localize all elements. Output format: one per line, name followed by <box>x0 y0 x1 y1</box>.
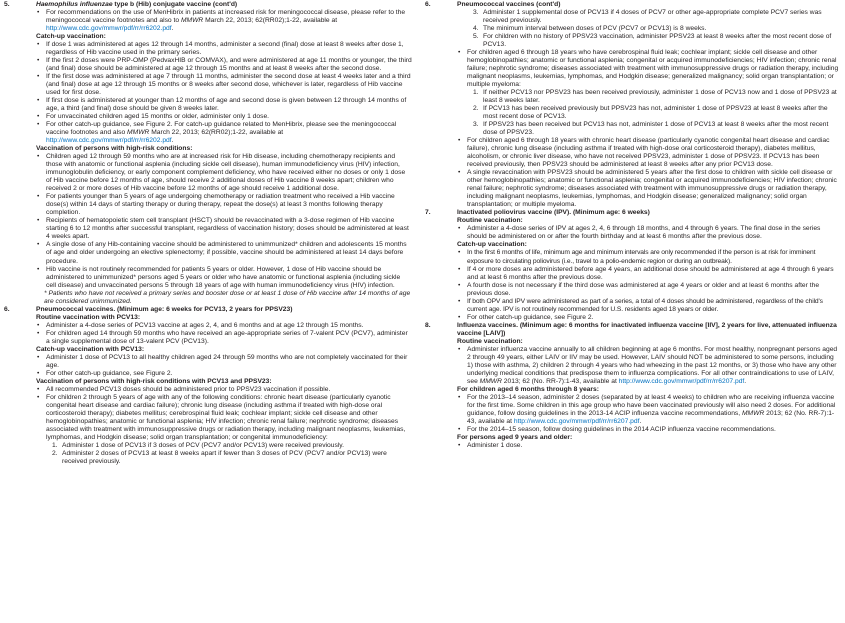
list-item: • For unvaccinated children aged 15 months or older, administer only 1 dose. <box>36 113 412 121</box>
section-number: 7. <box>425 209 431 217</box>
subheading-catchup: Catch-up vaccination with PCV13: <box>36 345 145 353</box>
subheading-older: For persons aged 9 years and older: <box>457 433 573 441</box>
list-item: • For the 2014–15 season, follow dosing guidelines in the 2014 ACIP influenza vaccine recommendations. <box>457 426 839 434</box>
list-item: • For children aged 14 through 59 months who have received an age-appropriate series of 7-valent PCV (PCV7), administer a single supplemental dose of 13-valent PCV (PCV13). <box>36 330 412 346</box>
list-item: • Hib vaccine is not routinely recommended for patients 5 years or older. However, 1 dose of Hib vaccine should be administered to unimmunized* persons aged 5 years or older who have anatomic or functional asplenia (including sickle cell disease) and unvaccinated persons 5 through 18 years of age with human immunodeficiency virus (HIV) infection. <box>36 266 412 290</box>
subheading-high-risk: Vaccination of persons with high-risk conditions: <box>36 145 193 153</box>
list-item: • A fourth dose is not necessary if the third dose was administered at age 4 years or older and at least 6 months after the previous dose. <box>457 282 839 298</box>
numbered-item: 5. For children with no history of PPSV23 vaccination, administer PPSV23 at least 8 weeks after the most recent dose of PCV13. <box>473 33 832 49</box>
section-number: 6. <box>4 305 10 313</box>
list-item: • For the 2013–14 season, administer 2 doses (separated by at least 4 weeks) to children who are receiving influenza vaccine for the first time. Some children in this age group who have been vaccinated previously will also need 2 doses. For additional guidance, follow dosing guidelines in the 2013-14 ACIP influenza vaccine recommendations, MMWR 2013; 62 (No. RR-7):1-43, available at http://www.cdc.gov/mmwr/pdf/rr/rr6207.pdf. <box>457 394 839 426</box>
subheading-routine: Routine vaccination: <box>457 217 523 225</box>
list-item: • A single revaccination with PPSV23 should be administered 5 years after the first dose to children with sickle cell disease or other hemoglobinopathies; anatomic or functional asplenia; congenital or acquired immunodeficiencies; HIV infection; chronic renal failure; nephrotic syndrome; diseases associated with treatment with immunosuppressive drugs or radiation therapy, including malignant neoplasms, leukemias, lymphomas, and Hodgkin disease; generalized malignancy; solid organ transplantation; or multiple myeloma. <box>457 169 839 209</box>
list-item: • For other catch-up guidance, see Figure 2. For catch-up guidance related to MenHibrix, please see the meningococcal vaccine footnotes and also MMWR March 22, 2013; 62(RR02);1-22, available at http://www.cdc.gov/mmwr/pdf/rr/rr6202.pdf. <box>36 121 412 145</box>
section-ipv <box>425 209 839 321</box>
list-item: • In the first 6 months of life, minimum age and minimum intervals are only recommended if the person is at risk for imminent exposure to circulating poliovirus (i.e., travel to a polio-endemic region or during an outbreak). <box>457 249 839 265</box>
list-item: • If dose 1 was administered at ages 12 through 14 months, administer a second (final) dose at least 8 weeks after dose 1, regardless of Hib vaccine used in the primary series. <box>36 41 412 57</box>
list-item: • If first dose is administered at younger than 12 months of age and second dose is given between 12 through 14 months of age, a third (and final) dose should be given 8 weeks later. <box>36 97 412 113</box>
list-item: • If 4 or more doses are administered before age 4 years, an additional dose should be administered at age 4 through 6 years and at least 6 months after the previous dose. <box>457 266 839 282</box>
list-item: • Recipients of hematopoietic stem cell transplant (HSCT) should be revaccinated with a 3-dose regimen of Hib vaccine starting 6 to 12 months after successful transplant, regardless of vaccination history; doses should be administered at least 4 weeks apart. <box>36 217 412 241</box>
list-item: • For other catch-up guidance, see Figure 2. <box>36 370 412 378</box>
section-number: 6. <box>425 1 431 8</box>
numbered-item: 2. Administer 2 doses of PCV13 at least 8 weeks apart if fewer than 3 doses of PCV (PCV7 and/or PCV13) were received previously. <box>52 449 387 465</box>
list-item: • A single dose of any Hib-containing vaccine should be administered to unimmunized* children and adolescents 15 months of age and older undergoing an elective splenectomy; if possible, vaccine should be administered at least 14 days before procedure. <box>36 241 412 265</box>
right-column <box>425 1 839 450</box>
section-pneumococcal-contd <box>425 1 839 209</box>
numbered-item: 1. Administer 1 dose of PCV13 if 3 doses of PCV (PCV7 and/or PCV13) were received previously. <box>52 441 344 449</box>
left-column <box>4 1 412 466</box>
list-item: • Administer 1 dose. <box>457 442 839 450</box>
subheading-high-risk: Vaccination of persons with high-risk conditions with PCV13 and PPSV23: <box>36 377 272 385</box>
section-hib-contd <box>4 1 412 306</box>
list-item: • For children aged 6 through 18 years with chronic heart disease (particularly cyanotic congenital heart disease and cardiac failure), chronic lung disease (including asthma if treated with high-dose oral corticosteroid therapy), diabetes mellitus, alcoholism, or chronic liver disease, who have not received PPSV23, administer 1 dose of PPSV23. If PCV13 has been received previously, then PPSV23 should be administered at least 8 weeks after any prior PCV13 dose. <box>457 137 839 169</box>
section-title: Pneumococcal vaccines. (Minimum age: 6 weeks for PCV13, 2 years for PPSV23) <box>36 305 293 313</box>
list-item: • If the first dose was administered at age 7 through 11 months, administer the second dose at least 4 weeks later and a third (and final) dose at age 12 through 15 months or 8 weeks after second dose, whichever is later, regardless of Hib vaccine used for first dose. <box>36 73 412 97</box>
section-title: Influenza vaccines. (Minimum age: 6 months for inactivated influenza vaccine [IIV], 2 years for live, attenuated influenza vaccine [LAIV]) <box>457 321 837 337</box>
section-number: 5. <box>4 1 10 8</box>
list-item: • Administer 1 dose of PCV13 to all healthy children aged 24 through 59 months who are not completely vaccinated for their age. <box>36 354 412 370</box>
list-item: • Administer a 4-dose series of IPV at ages 2, 4, 6 through 18 months, and 4 through 6 years. The final dose in the series should be administered on or after the fourth birthday and at least 6 months after the previous dose. <box>457 225 839 241</box>
subheading-catchup: Catch-up vaccination: <box>457 241 527 249</box>
list-item: • For children aged 6 through 18 years who have cerebrospinal fluid leak; cochlear implant; sickle cell disease and other hemoglobinopathies; anatomic or functional asplenia; congenital or acquired immunodeficiencies; HIV infection; chronic renal failure; nephrotic syndrome; diseases associated with treatment with immunosuppressive drugs or radiation therapy, including malignant neoplasms, leukemias, lymphomas, and Hodgkin disease; generalized malignancy; solid organ transplantation; or multiple myeloma: <box>457 49 839 89</box>
footnote-unimmunized: * Patients who have not received a primary series and booster dose or at least 1 dose of Hib vaccine after 14 months of age are considered unimmunized. <box>44 289 411 305</box>
subheading-children: For children aged 6 months through 8 years: <box>457 385 599 393</box>
link-rr6202[interactable]: http://www.cdc.gov/mmwr/pdf/rr/rr6202.pdf <box>46 137 172 145</box>
numbered-item: 2. If PCV13 has been received previously but PPSV23 has not, administer 1 dose of PPSV23 at least 8 weeks after the most recent dose of PCV13. <box>473 105 828 121</box>
numbered-item: 4. The minimum interval between doses of PCV (PCV7 or PCV13) is 8 weeks. <box>473 25 707 33</box>
numbered-item: 3. If PPSV23 has been received but PCV13 has not, administer 1 dose of PCV13 at least 8 weeks after the most recent dose of PPSV23. <box>473 121 829 137</box>
list-item: • Children aged 12 through 59 months who are at increased risk for Hib disease, including chemotherapy recipients and those with anatomic or functional asplenia (including sickle cell disease), human immunodeficiency virus (HIV) infection, immunoglobulin deficiency, or early component complement deficiency, who have received either no doses or only 1 dose of Hib vaccine before 12 months of age, should receive 2 additional doses of Hib vaccine 8 weeks apart; children who received 2 or more doses of Hib vaccine before 12 months of age should receive 1 additional dose. <box>36 153 412 193</box>
numbered-item: 1. If neither PCV13 nor PPSV23 has been received previously, administer 1 dose of PCV13 now and 1 dose of PPSV23 at least 8 weeks later. <box>473 89 837 105</box>
list-item: • Administer influenza vaccine annually to all children beginning at age 6 months. For most healthy, nonpregnant persons aged 2 through 49 years, either LAIV or IIV may be used. However, LAIV should NOT be administered to some persons, including 1) those with asthma, 2) children 2 through 4 years who had wheezing in the past 12 months, or 3) those who have any other underlying medical conditions that predispose them to influenza complications. For all other contraindications to use of LAIV, see MMWR 2013; 62 (No. RR-7):1-43, available at http://www.cdc.gov/mmwr/pdf/rr/rr6207.pdf. <box>457 346 839 386</box>
section-influenza <box>425 322 839 450</box>
bullet-menhibrix: • For recommendations on the use of MenHibrix in patients at increased risk for meningococcal disease, please refer to the meningococcal vaccine footnotes and also to MMWR March 22, 2013; 62(RR02);1-22, available at http://www.cdc.gov/mmwr/pdf/rr/rr6202.pdf. <box>36 9 412 33</box>
link-rr6202[interactable]: http://www.cdc.gov/mmwr/pdf/rr/rr6202.pdf <box>46 25 172 33</box>
list-item: • For other catch-up guidance, see Figure 2. <box>457 314 839 322</box>
subheading-catchup: Catch-up vaccination: <box>36 33 106 41</box>
link-rr6207[interactable]: http://www.cdc.gov/mmwr/pdf/rr/rr6207.pdf <box>618 377 745 385</box>
section-pneumococcal <box>4 306 412 466</box>
list-item: • All recommended PCV13 doses should be administered prior to PPSV23 vaccination if possible. <box>36 386 412 394</box>
link-rr6207[interactable]: http://www.cdc.gov/mmwr/pdf/rr/rr6207.pdf <box>513 417 640 425</box>
list-item: • For patients younger than 5 years of age undergoing chemotherapy or radiation treatment who received a Hib vaccine dose(s) within 14 days of starting therapy or during therapy, repeat the dose(s) at least 3 months following therapy completion. <box>36 193 412 217</box>
section-title: Haemophilus influenzae type b (Hib) conjugate vaccine (cont'd) <box>36 1 238 8</box>
section-title: Inactivated poliovirus vaccine (IPV). (Minimum age: 6 weeks) <box>457 209 650 217</box>
list-item: • For children 2 through 5 years of age with any of the following conditions: chronic heart disease (particularly cyanotic congenital heart disease and cardiac failure); chronic lung disease (including asthma if treated with high-dose oral corticosteroid therapy); diabetes mellitus; cerebrospinal fluid leak; cochlear implant; sickle cell disease and other hemoglobinopathies; anatomic or functional asplenia; HIV infection; chronic renal failure; nephrotic syndrome; diseases associated with treatment with immunosuppressive drugs or radiation therapy, including malignant neoplasms, leukemias, lymphomas, and Hodgkin disease; solid organ transplantation; or congenital immunodeficiency: <box>36 394 412 442</box>
subheading-routine: Routine vaccination: <box>457 337 523 345</box>
list-item: • If the first 2 doses were PRP-OMP (PedvaxHIB or COMVAX), and were administered at age 11 months or younger, the third (and final) dose should be administered at age 12 through 15 months and at least 8 weeks after the second dose. <box>36 57 412 73</box>
numbered-item: 3. Administer 1 supplemental dose of PCV13 if 4 doses of PCV7 or other age-appropriate complete PCV7 series was received previously. <box>473 9 822 25</box>
section-number: 8. <box>425 321 431 329</box>
section-title: Pneumococcal vaccines (cont'd) <box>457 1 561 8</box>
list-item: • If both OPV and IPV were administered as part of a series, a total of 4 doses should be administered, regardless of the child's current age. IPV is not routinely recommended for U.S. residents aged 18 years or older. <box>457 298 839 314</box>
list-item: • Administer a 4-dose series of PCV13 vaccine at ages 2, 4, and 6 months and at age 12 through 15 months. <box>36 322 412 330</box>
subheading-routine: Routine vaccination with PCV13: <box>36 313 141 321</box>
